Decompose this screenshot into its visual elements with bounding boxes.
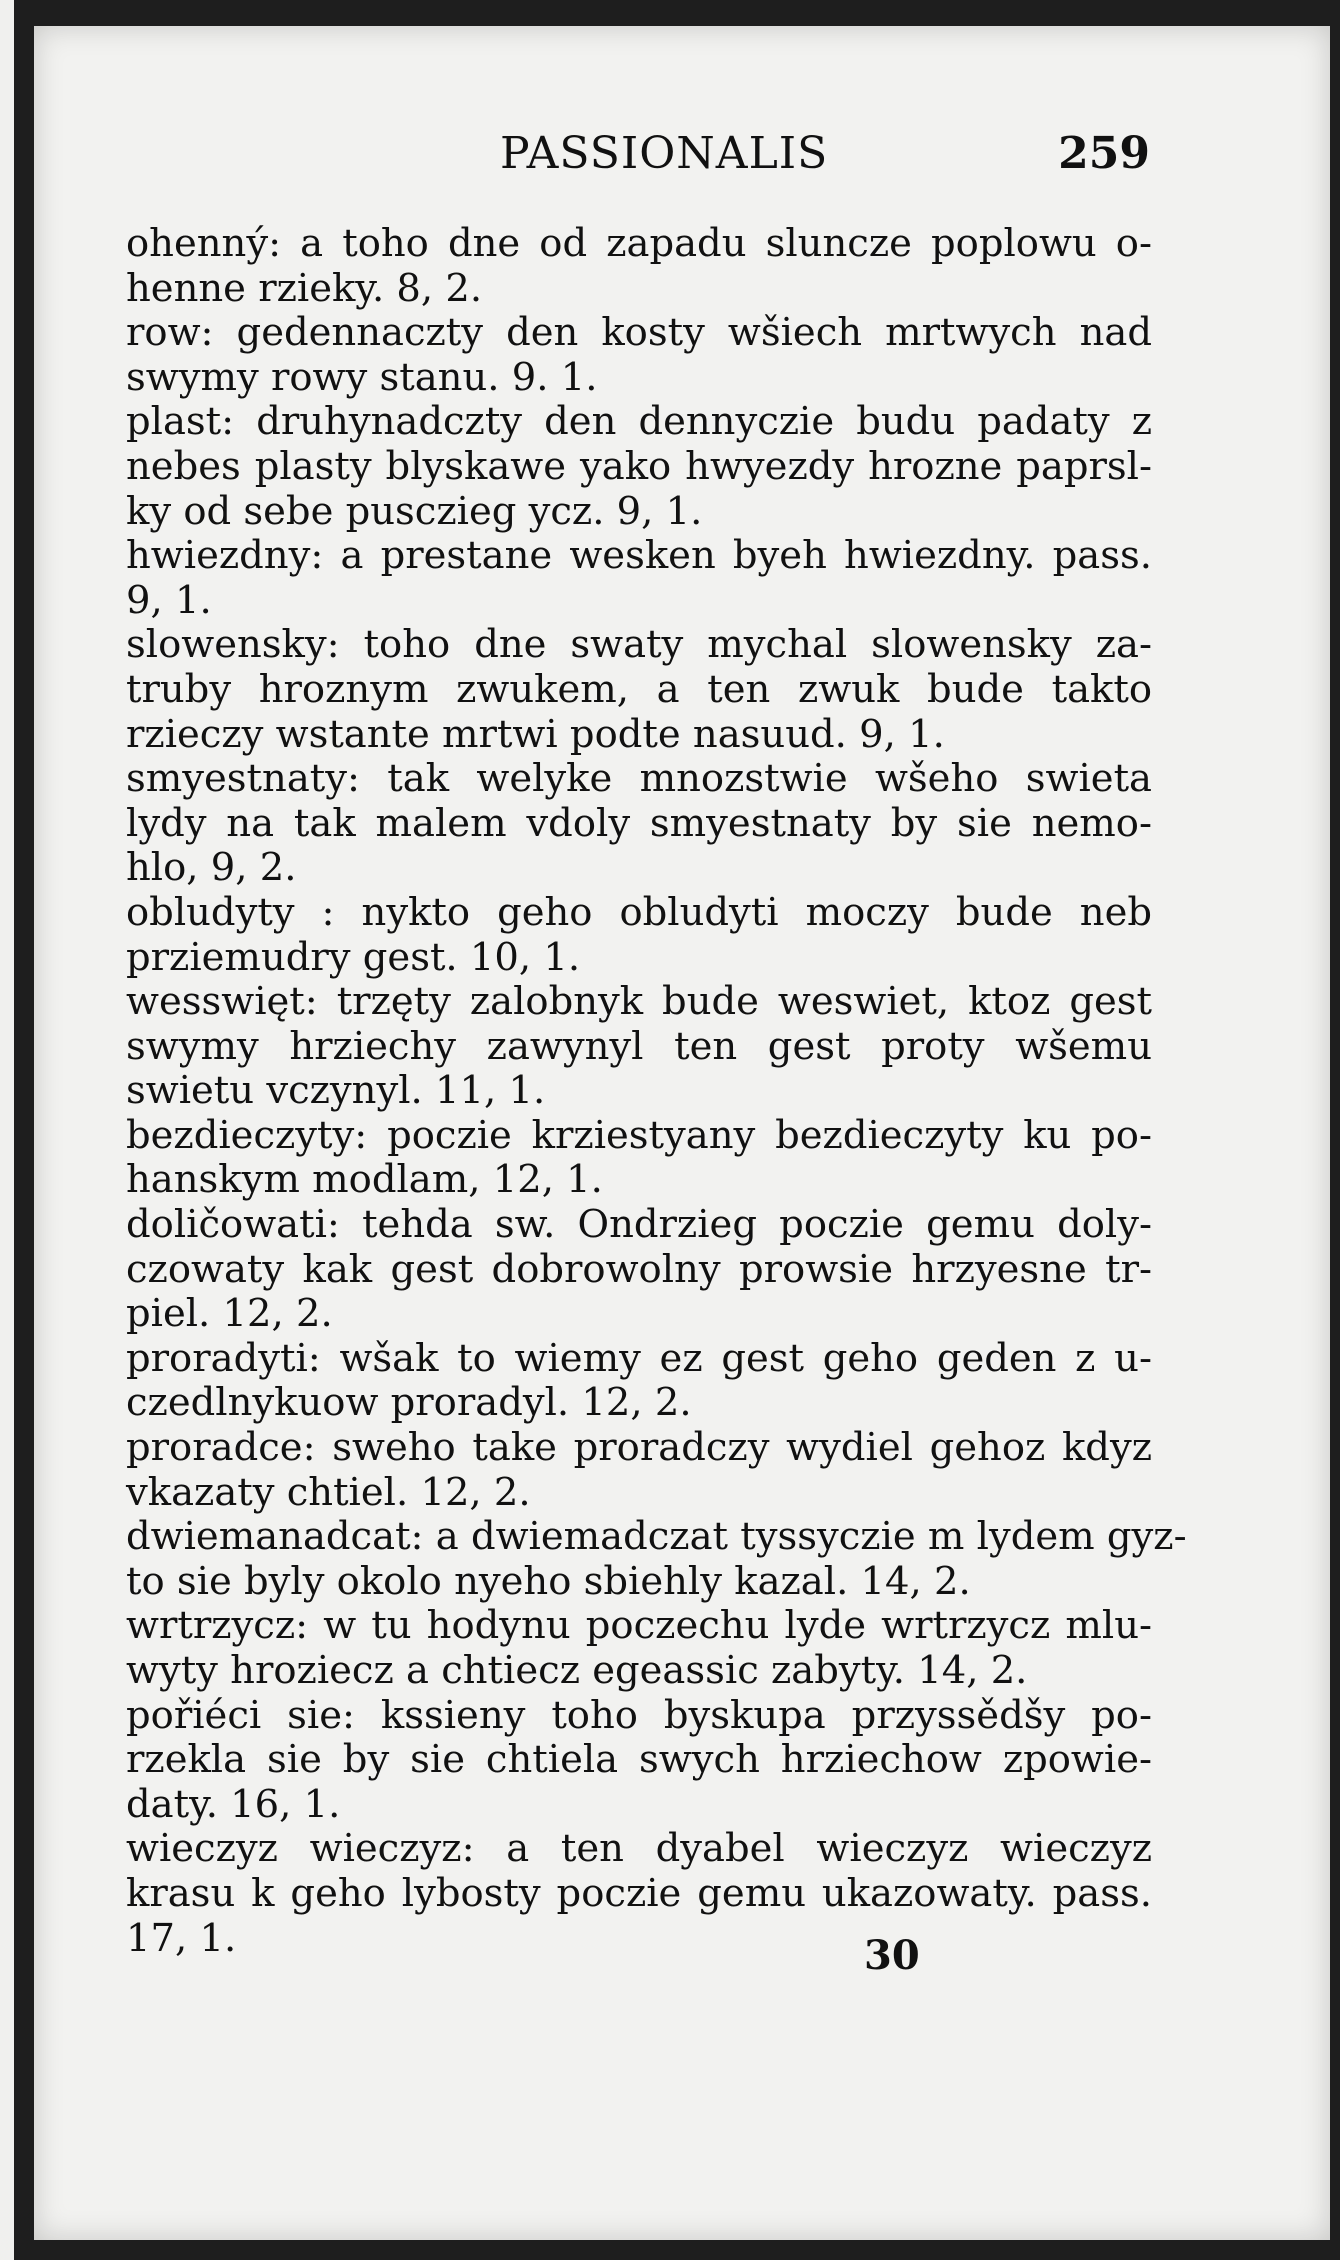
text-line: rzieczy wstante mrtwi podte nasuud. 9, 1. [126, 711, 945, 757]
text-line: 17, 1. [126, 1915, 237, 1961]
text-line: vkazaty chtiel. 12, 2. [126, 1469, 531, 1515]
text-line: ohenný: a toho dne od zapadu sluncze poplowu o- [126, 221, 1152, 266]
text-line: 9, 1. [126, 577, 212, 623]
text-line: obludyty : nykto geho obludyti moczy bude neb [126, 889, 1152, 935]
text-line: hanskym modlam, 12, 1. [126, 1157, 603, 1203]
text-line: row: gedennaczty den kosty wšiech mrtwych nad [126, 310, 1152, 356]
text-line: wesswięt: trzęty zalobnyk bude weswiet, ktoz gest [126, 979, 1152, 1025]
text-line: rzekla sie by sie chtiela swych hrziechow zpowie- [126, 1737, 1152, 1783]
text-line: krasu k geho lybosty poczie gemu ukazowaty. pass. [126, 1870, 1152, 1916]
text-line: pořiéci sie: kssieny toho byskupa przyssědšy po- [126, 1692, 1152, 1738]
text-line: ky od sebe pusczieg ycz. 9, 1. [126, 488, 703, 534]
text-line: swymy hrziechy zawynyl ten gest proty wšemu [126, 1023, 1152, 1069]
signature-mark: 30 [864, 1932, 920, 1979]
text-line: swymy rowy stanu. 9. 1. [126, 354, 598, 400]
text-line: proradyti: wšak to wiemy ez gest geho geden z u- [126, 1335, 1152, 1381]
text-line: bezdieczyty: poczie krziestyany bezdieczyty ku po- [126, 1112, 1152, 1158]
text-line: wrtrzycz: w tu hodynu poczechu lyde wrtrzycz mlu- [126, 1603, 1152, 1649]
page-edge-left [0, 0, 14, 2260]
text-line: smyestnaty: tak welyke mnozstwie wšeho swieta [126, 756, 1152, 802]
page-header [500, 128, 1160, 188]
text-line: henne rzieky. 8, 2. [126, 265, 483, 311]
text-line: hwiezdny: a prestane wesken byeh hwiezdny. pass. [126, 533, 1152, 579]
text-line: swietu vczynyl. 11, 1. [126, 1068, 546, 1114]
page-number: 259 [1058, 128, 1150, 179]
text-line: slowensky: toho dne swaty mychal slowensky za- [126, 622, 1152, 668]
text-line: czedlnykuow proradyl. 12, 2. [126, 1380, 692, 1426]
text-line: truby hroznym zwukem, a ten zwuk bude takto [126, 666, 1152, 712]
glossary-text [126, 221, 1187, 1961]
text-line: to sie byly okolo nyeho sbiehly kazal. 14, 2. [126, 1558, 971, 1604]
text-line: dwiemanadcat: a dwiemadczat tyssyczie m lydem gyz- [126, 1514, 1187, 1560]
running-head: PASSIONALIS [500, 128, 829, 179]
text-line: hlo, 9, 2. [126, 845, 297, 891]
text-line: plast: druhynadczty den dennyczie budu padaty z [126, 399, 1152, 445]
text-line: proradce: sweho take proradczy wydiel gehoz kdyz [126, 1425, 1152, 1471]
text-line: lydy na tak malem vdoly smyestnaty by sie nemo- [126, 800, 1152, 846]
text-line: prziemudry gest. 10, 1. [126, 934, 581, 980]
text-line: wyty hroziecz a chtiecz egeassic zabyty. 14, 2. [126, 1648, 1028, 1693]
text-line: nebes plasty blyskawe yako hwyezdy hrozne paprsl- [126, 443, 1152, 489]
text-line: daty. 16, 1. [126, 1781, 341, 1827]
text-line: wieczyz wieczyz: a ten dyabel wieczyz wieczyz [126, 1826, 1152, 1872]
text-line: piel. 12, 2. [126, 1291, 333, 1337]
text-line: czowaty kak gest dobrowolny prowsie hrzyesne tr- [126, 1246, 1152, 1292]
text-line: doličowati: tehda sw. Ondrzieg poczie gemu doly- [126, 1202, 1152, 1248]
